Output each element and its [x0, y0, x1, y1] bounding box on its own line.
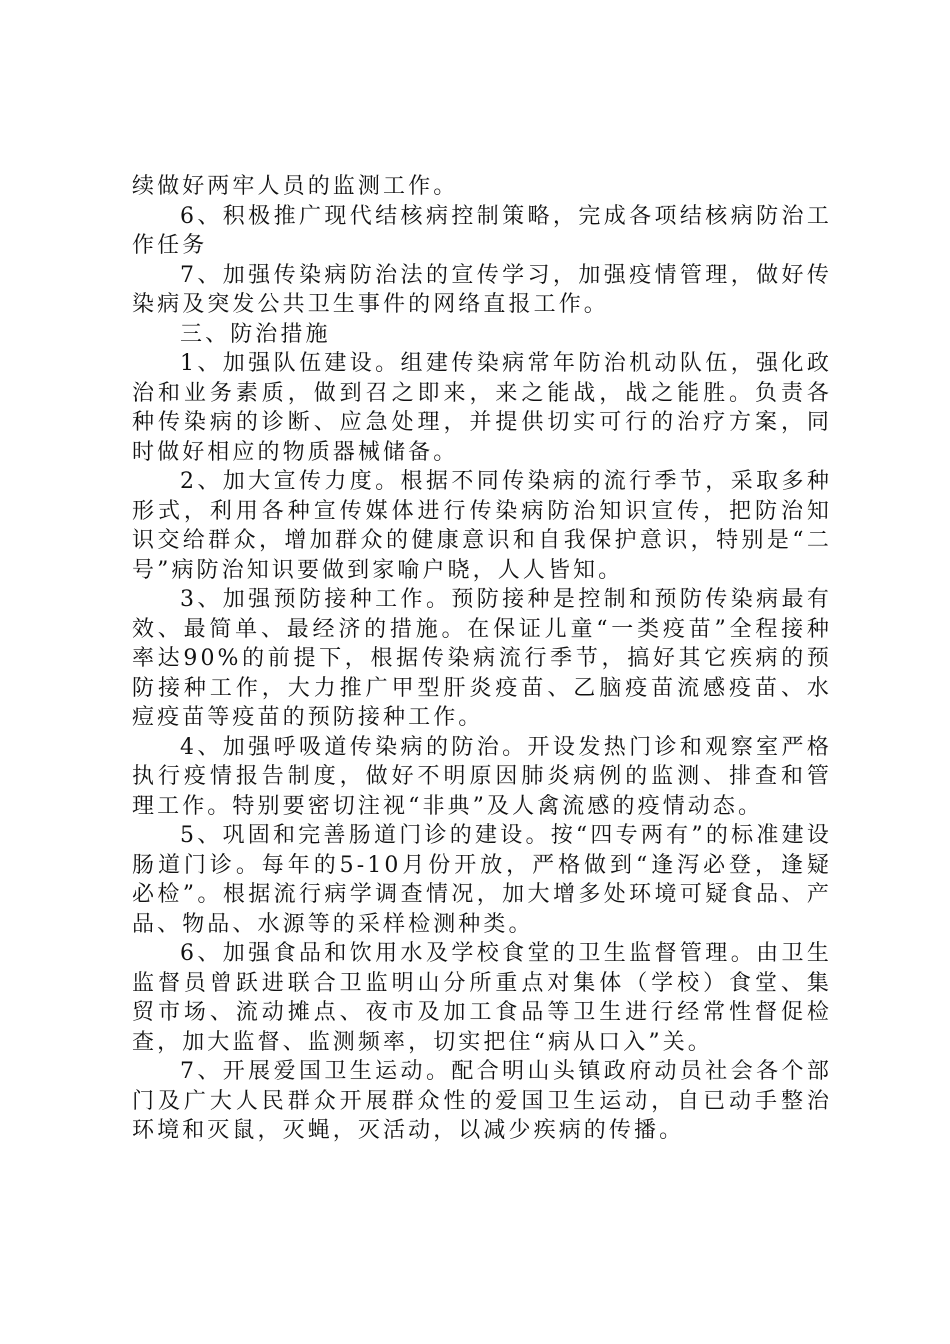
document-body [132, 172, 832, 1146]
paragraph-measure-2: 2、加大宣传力度。根据不同传染病的流行季节，采取多种形式，利用各种宣传媒体进行传染病防治知识宣传，把防治知识交给群众，增加群众的健康意识和自我保护意识，特别是“二号”病防治知识要做到家喻户晓，人人皆知。 [132, 469, 832, 583]
paragraph-measure-7: 7、开展爱国卫生运动。配合明山头镇政府动员社会各个部门及广大人民群众开展群众性的爱国卫生运动，自已动手整治环境和灭鼠，灭蝇，灭活动，以减少疾病的传播。 [132, 1059, 832, 1143]
paragraph-continuation: 续做好两牢人员的监测工作。 [132, 174, 459, 199]
paragraph-measure-1: 1、加强队伍建设。组建传染病常年防治机动队伍，强化政治和业务素质，做到召之即来，来之能战，战之能胜。负责各种传染病的诊断、应急处理，并提供切实可行的治疗方案，同时做好相应的物质器械储备。 [132, 351, 832, 465]
paragraph-item-7-reporting: 7、加强传染病防治法的宣传学习，加强疫情管理，做好传染病及突发公共卫生事件的网络直报工作。 [132, 262, 832, 317]
section-heading-measures: 三、防治措施 [180, 321, 331, 347]
paragraph-measure-5: 5、巩固和完善肠道门诊的建设。按“四专两有”的标准建设肠道门诊。每年的5-10月份开放，严格做到“逢泻必登，逢疑必检”。根据流行病学调查情况，加大增多处环境可疑食品、产品、物品、水源等的采样检测种类。 [132, 823, 832, 937]
paragraph-measure-4: 4、加强呼吸道传染病的防治。开设发热门诊和观察室严格执行疫情报告制度，做好不明原因肺炎病例的监测、排查和管理工作。特别要密切注视“非典”及人禽流感的疫情动态。 [132, 734, 832, 819]
paragraph-measure-3: 3、加强预防接种工作。预防接种是控制和预防传染病最有效、最简单、最经济的措施。在保证儿童“一类疫苗”全程接种率达90%的前提下，根据传染病流行季节，搞好其它疾病的预防接种工作，大力推广甲型肝炎疫苗、乙脑疫苗流感疫苗、水痘疫苗等疫苗的预防接种工作。 [132, 587, 832, 730]
paragraph-measure-6: 6、加强食品和饮用水及学校食堂的卫生监督管理。由卫生监督员曾跃进联合卫监明山分所重点对集体（学校）食堂、集贸市场、流动摊点、夜市及加工食品等卫生进行经常性督促检查，加大监督、监测频率，切实把住“病从口入”关。 [132, 941, 832, 1055]
paragraph-item-6-tuberculosis: 6、积极推广现代结核病控制策略，完成各项结核病防治工作任务 [132, 203, 832, 258]
